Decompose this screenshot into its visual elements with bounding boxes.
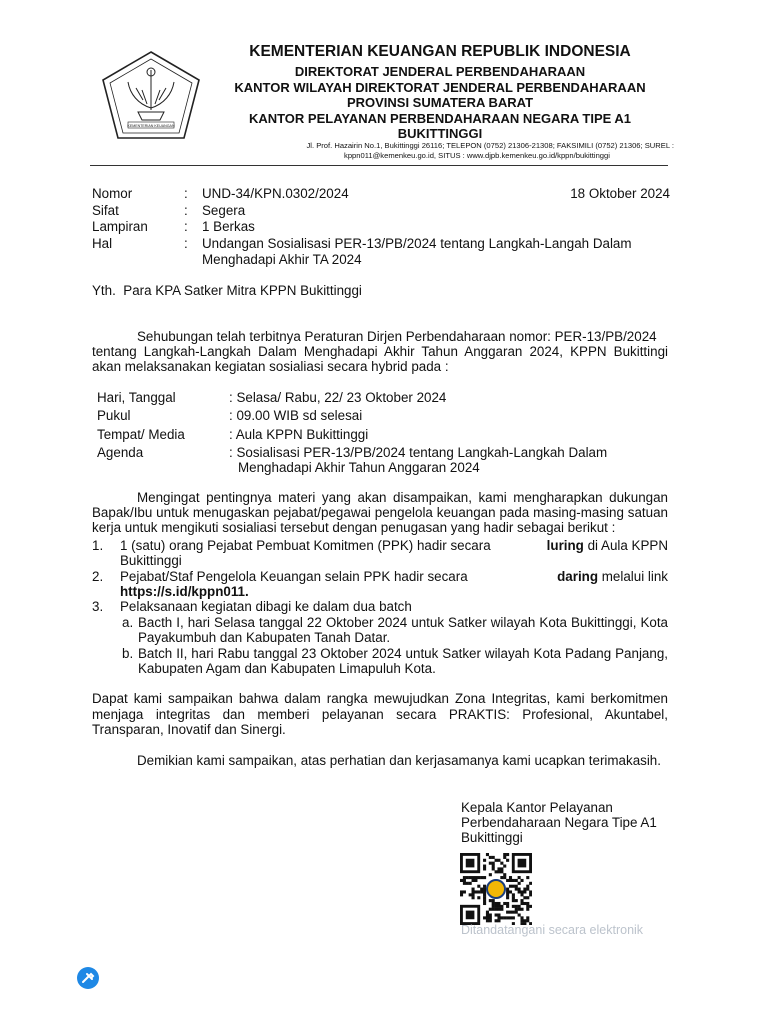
sublist-item-a-line-2: Payakumbuh dan Kabupaten Tanah Datar. <box>138 630 391 645</box>
sifat-value: Segera <box>202 203 246 218</box>
list-number-3: 3. <box>92 599 104 614</box>
regional-office-name: KANTOR WILAYAH DIREKTORAT JENDERAL PERBENDAHARAAN <box>234 80 646 95</box>
para2-line-3: kerja untuk mengikuti sosialiasi tersebut dengan penugasan yang hadir sebagai berikut : <box>92 520 616 535</box>
list-item-3: Pelaksanaan kegiatan dibagi ke dalam dua batch <box>120 599 412 614</box>
directorate-name: DIREKTORAT JENDERAL PERBENDAHARAAN <box>294 64 586 79</box>
sifat-colon: : <box>184 203 188 218</box>
esign-badge-icon[interactable] <box>76 966 100 990</box>
sublist-mark-b: b. <box>122 646 134 661</box>
kemenkeu-logo <box>98 50 204 142</box>
province-name: PROVINSI SUMATERA BARAT <box>346 95 534 110</box>
sublist-item-a-line-1: Bacth I, hari Selasa tanggal 22 Oktober 2024 untuk Satker wilayah Kota Bukittinggi, Kota <box>138 615 668 630</box>
tempat-value: : Aula KPPN Bukittinggi <box>229 427 369 442</box>
list-item-1-bold: luring <box>546 538 584 553</box>
sublist-item-b-line-2: Kabupaten Agam dan Kabupaten Limapuluh Kota. <box>138 661 436 676</box>
agenda-value-line-2: Menghadapi Akhir Tahun Anggaran 2024 <box>238 460 480 475</box>
logo-text: KEMENTERIAN KEUANGAN <box>127 124 175 128</box>
address-line-2: kppn011@kemenkeu.go.id, SITUS : www.djpb.kemenkeu.go.id/kppn/bukittinggi <box>344 151 610 160</box>
nomor-colon: : <box>184 186 188 201</box>
office-city: BUKITTINGGI <box>397 126 483 141</box>
list-number-1: 1. <box>92 538 104 553</box>
hari-value: : Selasa/ Rabu, 22/ 23 Oktober 2024 <box>229 390 447 405</box>
list-item-1 <box>120 538 668 553</box>
hal-colon: : <box>184 236 188 251</box>
list-item-2-text-b: melalui link <box>601 569 668 584</box>
letter-date: 18 Oktober 2024 <box>570 186 670 201</box>
nomor-label: Nomor <box>92 186 133 201</box>
signer-title-line-3: Bukittinggi <box>461 830 523 845</box>
nomor-value: UND-34/KPN.0302/2024 <box>202 186 349 201</box>
para2-line-1: Mengingat pentingnya materi yang akan disampaikan, kami mengharapkan dukungan <box>137 490 668 505</box>
hal-value-line-1: Undangan Sosialisasi PER-13/PB/2024 tentang Langkah-Langah Dalam <box>202 236 632 251</box>
hal-value-line-2: Menghadapi Akhir TA 2024 <box>202 252 362 267</box>
para2-line-2: Bapak/Ibu untuk menugaskan pejabat/pegawai pengelola keuangan pada masing-masing satuan <box>92 505 668 520</box>
list-item-2 <box>120 569 668 584</box>
agenda-label: Agenda <box>97 445 144 460</box>
sublist-item-b-line-1: Batch II, hari Rabu tanggal 23 Oktober 2024 untuk Satker wilayah Kota Padang Panjang, <box>138 646 668 661</box>
list-item-2-text: Pejabat/Staf Pengelola Keuangan selain PPK hadir secara <box>120 569 468 584</box>
list-item-1-text: 1 (satu) orang Pejabat Pembuat Komitmen (PPK) hadir secara <box>120 538 491 553</box>
para3-line-3: Transparan, Inovatif dan Sinergi. <box>92 722 286 737</box>
list-item-2-bold: daring <box>557 569 599 584</box>
signer-title-line-1: Kepala Kantor Pelayanan <box>461 800 613 815</box>
tempat-label: Tempat/ Media <box>97 427 185 442</box>
ministry-name: KEMENTERIAN KEUANGAN REPUBLIK INDONESIA <box>249 43 631 60</box>
sifat-label: Sifat <box>92 203 119 218</box>
office-name: KANTOR PELAYANAN PERBENDAHARAAN NEGARA TIPE A1 <box>248 111 632 126</box>
hal-label: Hal <box>92 236 113 251</box>
intro-line-2: tentang Langkah-Langkah Dalam Menghadapi Akhir Tahun Anggaran 2024, KPPN Bukittingi <box>92 344 668 359</box>
esign-text: Ditandatangani secara elektronik <box>461 923 644 937</box>
list-number-2: 2. <box>92 569 104 584</box>
list-item-1-text-b: di Aula KPPN <box>587 538 668 553</box>
lampiran-value: 1 Berkas <box>202 219 255 234</box>
closing-line: Demikian kami sampaikan, atas perhatian dan kerjasamanya kami ucapkan terimakasih. <box>137 753 661 768</box>
list-item-1-line-2: Bukittinggi <box>120 553 182 568</box>
pukul-label: Pukul <box>97 408 131 423</box>
sublist-mark-a: a. <box>122 615 134 630</box>
qr-code[interactable] <box>460 853 532 925</box>
lampiran-colon: : <box>184 219 188 234</box>
intro-line-3: akan melaksanakan kegiatan sosialiasi secara hybrid pada : <box>92 359 449 374</box>
signer-title-line-2: Perbendaharaan Negara Tipe A1 <box>461 815 657 830</box>
office-address <box>210 141 674 161</box>
zoom-link[interactable]: https://s.id/kppn011. <box>120 584 249 599</box>
para3-line-2: menjaga integritas dan memberi pelayanan secara PRAKTIS: Profesional, Akuntabel, <box>92 707 668 722</box>
pukul-value: : 09.00 WIB sd selesai <box>229 408 363 423</box>
para3-line-1: Dapat kami sampaikan bahwa dalam rangka mewujudkan Zona Integritas, kami berkomitmen <box>92 691 668 706</box>
lampiran-label: Lampiran <box>92 219 148 234</box>
agenda-value-line-1: : Sosialisasi PER-13/PB/2024 tentang Langkah-Langkah Dalam <box>229 445 608 460</box>
hari-label: Hari, Tanggal <box>97 390 176 405</box>
intro-line-1: Sehubungan telah terbitnya Peraturan Dirjen Perbendaharaan nomor: PER-13/PB/2024 <box>137 329 657 344</box>
letterhead-divider <box>90 165 668 166</box>
address-line-1: Jl. Prof. Hazairin No.1, Bukittinggi 26116; TELEPON (0752) 21306-21308; FAKSIMILI (0752) 21306; SUREL : <box>306 141 674 150</box>
recipient: Yth. Para KPA Satker Mitra KPPN Bukittinggi <box>92 283 362 298</box>
